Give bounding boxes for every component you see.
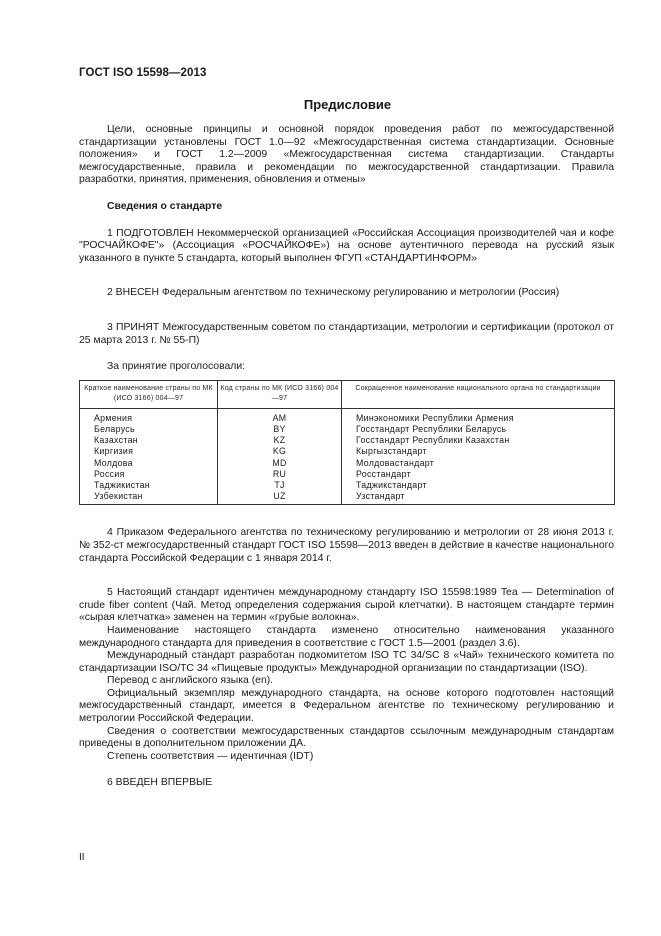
country-name: Таджикистан (80, 480, 218, 491)
table-row (80, 408, 615, 424)
page-number: II (79, 852, 85, 863)
header-national-body: Сокращенное наименование национального органа по стандартизации (342, 380, 615, 408)
intro-paragraph: Цели, основные принципы и основной порядок проведения работ по межгосударственной стандартизации установлены ГОСТ 1.0—92 «Межгосударственная система стандартизации. Основные положения» и ГОСТ 1.2—2009 «Межгосударственная система стандартизации. Стандарты межгосударственные, правила и рекомендации по межгосударственной стандартизации. Правила разработки, принятия, применения, обновления и отмены» (79, 124, 614, 186)
national-body: Молдовастандарт (342, 458, 615, 469)
page-title: Предисловие (303, 97, 392, 112)
country-code: TJ (218, 480, 342, 491)
item-5-official-copy-paragraph: Официальный экземпляр международного стандарта, на основе которого подготовлен настоящий межгосударственный стандарт, имеется в Федеральном агентстве по техническому регулированию и метрологии Российской Федерации. (79, 687, 614, 725)
item-4-paragraph: 4 Приказом Федерального агентства по техническому регулированию и метрологии от 28 июня 2013 г. № 352-ст межгосударственный стандарт ГОСТ ISO 15598—2013 введен в действие в качестве национального стандарта Российской Федерации с 1 января 2014 г. (79, 527, 614, 564)
national-body: Росстандарт (342, 469, 615, 480)
countries-table (79, 380, 615, 506)
country-name: Беларусь (80, 424, 218, 435)
country-name: Армения (80, 408, 218, 424)
country-name: Киргизия (80, 446, 218, 457)
country-code: RU (218, 469, 342, 480)
table-row (80, 424, 615, 435)
country-name: Казахстан (80, 435, 218, 446)
item-2-paragraph: 2 ВНЕСЕН Федеральным агентством по техническому регулированию и метрологии (Россия) (107, 287, 560, 299)
national-body: Кыргызстандарт (342, 446, 615, 457)
item-5-paragraph: 5 Настоящий стандарт идентичен международному стандарту ISO 15598:1989 Tea — Determination of crude fiber content (Чай. Метод определения содержания сырой клетчатки). В настоящем стандарте термин «сырая клетчатка» заменен на термин «грубые волокна». (79, 587, 614, 624)
country-code: KG (218, 446, 342, 457)
header-country-code: Код страны по МК (ИСО 3166) 004—97 (218, 380, 342, 408)
country-code: MD (218, 458, 342, 469)
country-name: Россия (80, 469, 218, 480)
item-3-paragraph: 3 ПРИНЯТ Межгосударственным советом по стандартизации, метрологии и сертификации (протокол от 25 марта 2013 г. № 55-П) (79, 321, 614, 346)
item-5-degree-paragraph: Степень соответствия — идентичная (IDT) (107, 750, 314, 762)
national-body: Таджикстандарт (342, 480, 615, 491)
country-code: AM (218, 408, 342, 424)
national-body: Госстандарт Республики Беларусь (342, 424, 615, 435)
country-code: KZ (218, 435, 342, 446)
table-row (80, 491, 615, 505)
item-5-translation-paragraph: Перевод с английского языка (en). (107, 675, 274, 687)
country-name: Молдова (80, 458, 218, 469)
item-6-paragraph: 6 ВВЕДЕН ВПЕРВЫЕ (107, 777, 213, 789)
national-body: Минэкономики Республики Армения (342, 408, 615, 424)
item-5-committee-paragraph: Международный стандарт разработан подкомитетом ISO TC 34/SC 8 «Чай» технического комитета по стандартизации ISO/TC 34 «Пищевые продукты» Международной организации по стандартизации (ISO). (79, 650, 614, 674)
table-row (80, 435, 615, 446)
country-code: UZ (218, 491, 342, 505)
table-row (80, 469, 615, 480)
table-row (80, 480, 615, 491)
item-5-name-change-paragraph: Наименование настоящего стандарта изменено относительно наименования указанного международного стандарта для приведения в соответствие с ГОСТ 1.5—2001 (раздел 3.6). (79, 624, 614, 649)
country-name: Узбекистан (80, 491, 218, 505)
country-code: BY (218, 424, 342, 435)
voted-label: За принятие проголосовали: (107, 361, 246, 373)
table-row (80, 458, 615, 469)
standard-info-heading: Сведения о стандарте (107, 200, 223, 212)
item-1-paragraph: 1 ПОДГОТОВЛЕН Некоммерческой организацией «Российская Ассоциация производителей чая и кофе "РОСЧАЙКОФЕ"» (Ассоциация «РОСЧАЙКОФЕ») на основе аутентичного перевода на русский язык указанного в пункте 5 стандарта, который выполнен ФГУП «СТАНДАРТИНФОРМ» (79, 227, 614, 264)
national-body: Узстандарт (342, 491, 615, 505)
preface-content (79, 124, 614, 790)
table-row (80, 446, 615, 457)
header-country-name: Краткое наименование страны по МК (ИСО 3166) 004—97 (80, 380, 218, 408)
item-5-conformity-info-paragraph: Сведения о соответствии межгосударственных стандартов ссылочным международным стандартам приведены в дополнительном приложении ДА. (79, 725, 614, 750)
national-body: Госстандарт Республики Казахстан (342, 435, 615, 446)
document-code-header: ГОСТ ISO 15598—2013 (79, 67, 207, 79)
table-header-row (80, 380, 615, 408)
